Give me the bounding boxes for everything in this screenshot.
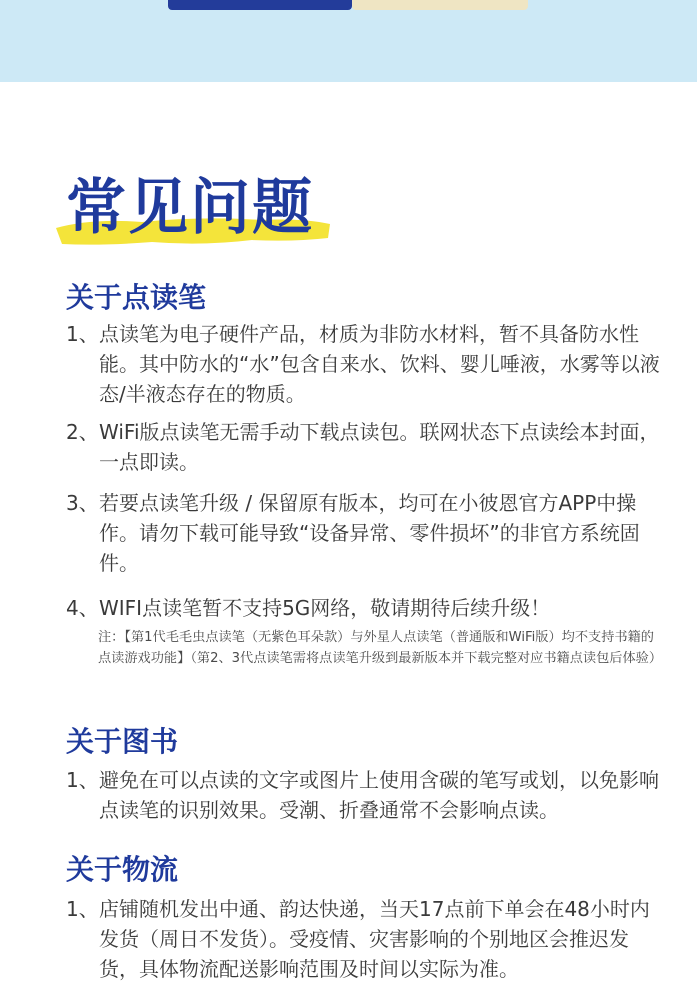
item-number: 1、 — [66, 768, 99, 792]
banner-book-cream — [352, 0, 528, 10]
section-title-logistics: 关于物流 — [66, 853, 179, 886]
list-item — [66, 319, 660, 409]
item-text: WiFi版点读笔无需手动下载点读包。联网状态下点读绘本封面，一点即读。 — [99, 420, 660, 474]
banner-book-blue — [168, 0, 352, 10]
list-item — [66, 894, 656, 984]
item-number: 1、 — [66, 897, 99, 921]
item-number: 2、 — [66, 420, 99, 444]
list-item — [66, 488, 656, 578]
item-number: 1、 — [66, 322, 99, 346]
list-item — [66, 593, 656, 623]
item-number: 3、 — [66, 491, 99, 515]
item-text: 点读笔为电子硬件产品，材质为非防水材料，暂不具备防水性能。其中防水的“水”包含自来水、饮料、婴儿唾液，水雾等以液态/半液态存在的物质。 — [99, 322, 660, 406]
list-item — [66, 417, 660, 477]
item-number: 4、 — [66, 596, 99, 620]
banner-torn-edge — [0, 68, 697, 86]
item-text: 若要点读笔升级 / 保留原有版本，均可在小彼恩官方APP中操作。请勿下载可能导致“设备异常、零件损坏”的非官方系统固件。 — [99, 491, 640, 575]
list-item — [66, 765, 659, 825]
pen-compatibility-note: 注：【第1代毛毛虫点读笔（无紫色耳朵款）与外星人点读笔（普通版和WiFi版）均不支持书籍的点读游戏功能】（第2、3代点读笔需将点读笔升级到最新版本并下载完整对应书籍点读包后体验） — [98, 630, 663, 666]
section-title-pen: 关于点读笔 — [66, 281, 207, 314]
item-text: WIFI点读笔暂不支持5G网络，敬请期待后续升级！ — [99, 596, 551, 620]
page-title: 常见问题 — [66, 173, 314, 243]
section-title-books: 关于图书 — [66, 725, 179, 758]
faq-heading — [52, 172, 342, 252]
item-text: 避免在可以点读的文字或图片上使用含碳的笔写或划，以免影响点读笔的识别效果。受潮、折叠通常不会影响点读。 — [99, 768, 659, 822]
item-text: 店铺随机发出中通、韵达快递，当天17点前下单会在48小时内发货（周日不发货）。受疫情、灾害影响的个别地区会推迟发货，具体物流配送影响范围及时间以实际为准。 — [99, 897, 650, 981]
